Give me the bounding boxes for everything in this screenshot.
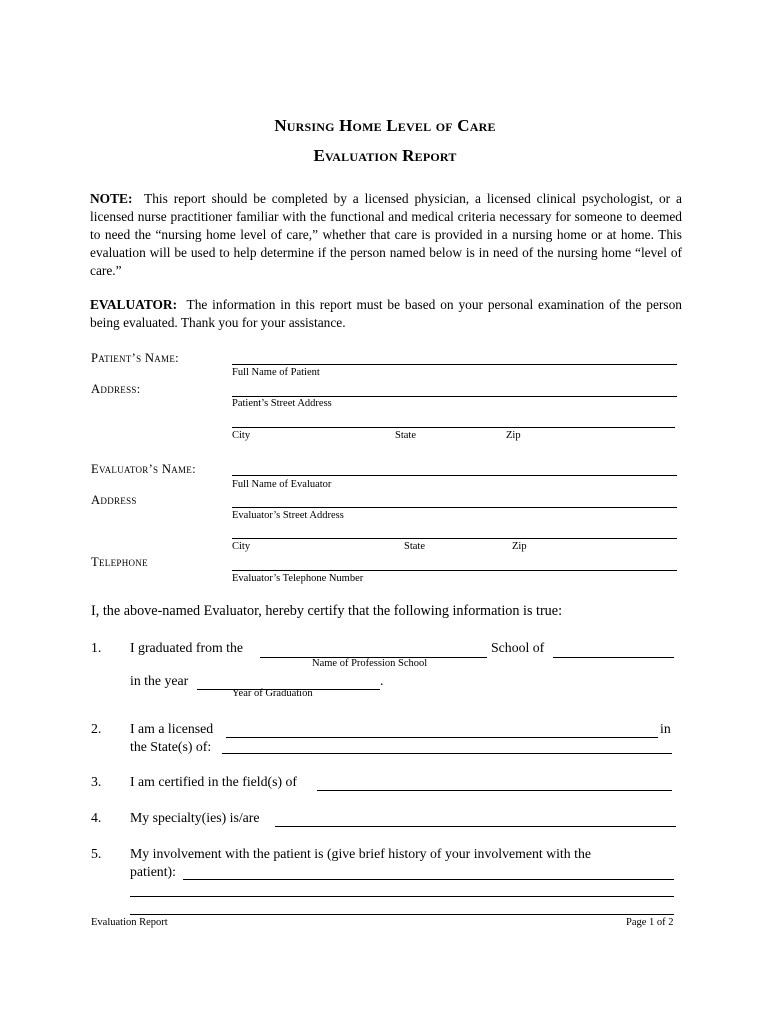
item-2-number: 2. (91, 721, 102, 736)
footer-document-name: Evaluation Report (91, 917, 168, 928)
item-1-text-c: in the year (130, 673, 189, 688)
evaluator-city-state-zip-field[interactable] (232, 538, 677, 539)
evaluator-city-caption: City (232, 541, 251, 552)
evaluator-street-caption: Evaluator’s Street Address (232, 510, 344, 521)
evaluator-name-caption: Full Name of Evaluator (232, 479, 332, 490)
evaluator-address-label: Address (91, 493, 137, 507)
school-name-caption: Name of Profession School (312, 658, 428, 669)
note-label: NOTE: (90, 191, 133, 206)
certification-statement: I, the above-named Evaluator, hereby certify that the following information is true: (91, 603, 563, 619)
footer-page-number: Page 1 of 2 (626, 917, 674, 928)
patient-zip-caption: Zip (506, 430, 521, 441)
item-5-number: 5. (91, 846, 102, 861)
item-1-text-a: I graduated from the (130, 640, 244, 655)
item-5-text-b: patient): (130, 864, 176, 879)
patient-street-caption: Patient’s Street Address (232, 398, 332, 409)
report-title-line1: Nursing Home Level of Care (274, 116, 496, 135)
patient-address-label: Address: (91, 382, 141, 396)
specialty-field[interactable] (275, 826, 676, 827)
involvement-field-line-1[interactable] (183, 879, 674, 880)
involvement-field-line-2[interactable] (130, 896, 674, 897)
patient-name-field[interactable] (232, 364, 677, 365)
item-2-text-a: I am a licensed (130, 721, 214, 736)
item-3-text: I am certified in the field(s) of (130, 774, 298, 789)
item-2-text-b: the State(s) of: (130, 739, 212, 754)
school-location-field[interactable] (553, 657, 674, 658)
patient-name-caption: Full Name of Patient (232, 367, 320, 378)
evaluator-street-field[interactable] (232, 507, 677, 508)
note-paragraph (90, 190, 682, 280)
patient-city-state-zip-field[interactable] (232, 427, 675, 428)
item-2-in: in (660, 721, 671, 736)
graduation-year-caption: Year of Graduation (232, 688, 313, 699)
patient-street-field[interactable] (232, 396, 677, 397)
license-states-field[interactable] (222, 753, 672, 754)
report-title-line2: Evaluation Report (313, 146, 457, 165)
item-5-text-a: My involvement with the patient is (give brief history of your involvement with the (130, 846, 591, 861)
item-1-number: 1. (91, 640, 102, 655)
item-4-number: 4. (91, 810, 102, 825)
item-1-period: . (380, 673, 384, 688)
item-3-number: 3. (91, 774, 102, 789)
evaluator-name-label: Evaluator’s Name: (91, 462, 196, 476)
item-4-text: My specialty(ies) is/are (130, 810, 260, 825)
patient-city-caption: City (232, 430, 251, 441)
patient-state-caption: State (395, 430, 416, 441)
certified-fields-field[interactable] (317, 790, 672, 791)
evaluator-zip-caption: Zip (512, 541, 527, 552)
evaluator-state-caption: State (404, 541, 425, 552)
evaluator-name-field[interactable] (232, 475, 677, 476)
evaluator-instructions-label: EVALUATOR: (90, 297, 178, 312)
evaluator-telephone-caption: Evaluator’s Telephone Number (232, 573, 364, 584)
evaluator-instructions (90, 296, 682, 332)
evaluator-instructions-text: The information in this report must be based on your personal examination of the person being evaluated. Thank you for your assistance. (90, 297, 682, 330)
evaluator-telephone-field[interactable] (232, 570, 677, 571)
involvement-field-line-3[interactable] (130, 914, 674, 915)
license-type-field[interactable] (226, 737, 658, 738)
item-1-text-b: School of (491, 640, 545, 655)
patient-name-label: Patient’s Name: (91, 351, 179, 365)
evaluator-telephone-label: Telephone (91, 555, 148, 569)
note-text: This report should be completed by a licensed physician, a licensed clinical psychologist, or a licensed nurse practitioner familiar with the functional and medical criteria necessary for someone to deemed to need the “nursing home level of care,” whether that care is provided in a nursing home or at home. This evaluation will be used to help determine if the person named below is in need of the nursing home “level of care.” (90, 191, 682, 278)
